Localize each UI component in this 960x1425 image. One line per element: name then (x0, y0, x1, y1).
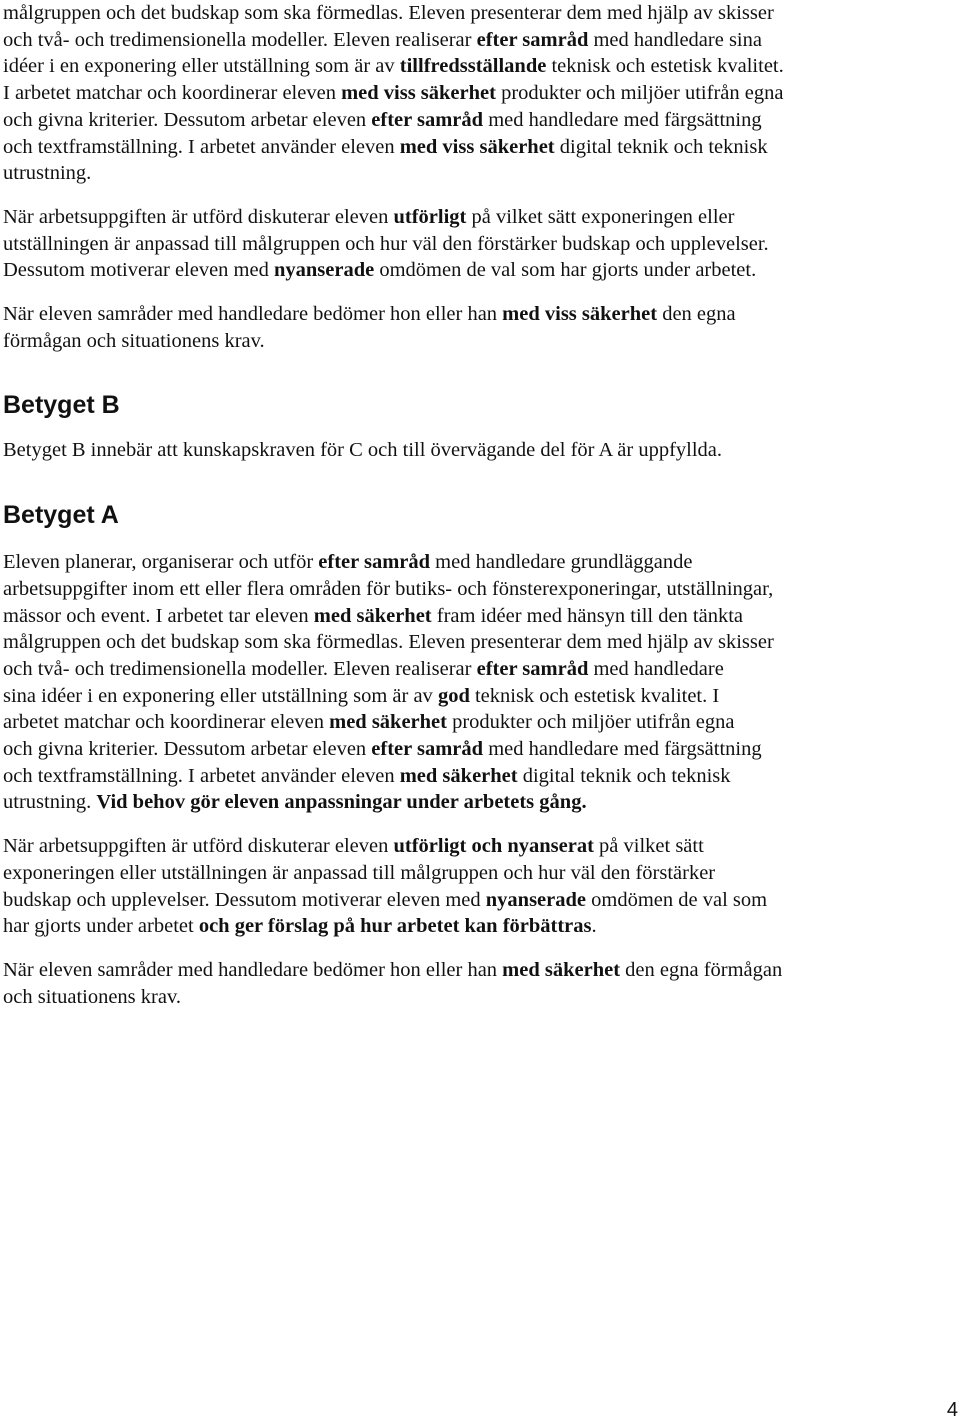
text-run: När eleven samråder med handledare bedömer hon eller han (3, 958, 503, 981)
text-run: på vilket sätt exponeringen eller utställningen är anpassad till målgruppen och hur väl den förstärker budskap och upplevelser. Dessutom motiverar eleven med (3, 205, 769, 282)
paragraph-a-grade-self-assessment (3, 957, 953, 1010)
text-run: fram idéer med hänsyn till den tänkta målgruppen och det budskap som ska förmedlas. Eleven presenterar dem med hjälp av skisser och två- och tredimensionella modeller. Eleven realiserar (3, 604, 774, 680)
emphasized-text: med säkerhet (502, 958, 621, 981)
section-spacer (3, 530, 953, 549)
emphasized-text: efter samråd (476, 657, 589, 680)
emphasized-text: med viss säkerhet (399, 135, 555, 158)
text-run: När arbetsuppgiften är utförd diskuterar eleven (3, 835, 394, 858)
text-run: produkter och miljöer utifrån egna och givna kriterier. Dessutom arbetar eleven (3, 82, 784, 131)
section-spacer (3, 420, 953, 437)
paragraph-c-grade-self-assessment (3, 301, 953, 354)
section-spacer (3, 354, 953, 390)
emphasized-text: efter samråd (476, 28, 589, 51)
emphasized-text: tillfredsställande (399, 55, 547, 78)
paragraph-b-grade-summary (3, 437, 953, 464)
text-run: med handledare med färgsättning och textframställning. I arbetet använder eleven (3, 738, 762, 787)
emphasized-text: och ger förslag på hur arbetet kan förbättras (198, 915, 592, 938)
text-run: digital teknik och teknisk utrustning. (3, 764, 731, 814)
text-run: När arbetsuppgiften är utförd diskuterar eleven (3, 205, 394, 228)
text-run: teknisk och estetisk kvalitet. I arbetet matchar och koordinerar eleven (3, 55, 784, 105)
paragraph-spacer (3, 940, 953, 957)
emphasized-text: nyanserade (485, 888, 586, 911)
text-run: den egna förmågan och situationens krav. (3, 303, 736, 352)
emphasized-text: med viss säkerhet (502, 303, 658, 326)
text-run: på vilket sätt exponeringen eller utställningen är anpassad till målgruppen och hur väl den förstärker budskap och upplevelser. Dessutom motiverar eleven med (3, 835, 716, 911)
text-run: produkter och miljöer utifrån egna och givna kriterier. Dessutom arbetar eleven (3, 711, 735, 761)
emphasized-text: god (437, 684, 470, 707)
emphasized-text: med säkerhet (329, 711, 447, 734)
emphasized-text: efter samråd (318, 551, 431, 574)
document-page (3, 0, 953, 1010)
emphasized-text: nyanserade (273, 259, 375, 282)
text-run: omdömen de val som har gjorts under arbetet (3, 888, 768, 938)
section-spacer (3, 464, 953, 500)
text-run: Betyget B innebär att kunskapskraven för C och till övervägande del för A är uppfyllda. (3, 439, 723, 462)
paragraph-c-grade-discussion (3, 204, 953, 284)
text-run: målgruppen och det budskap som ska förmedlas. Eleven presenterar dem med hjälp av skisser och två- och tredimensionella modeller. Eleven realiserar (3, 2, 774, 51)
text-run: den egna förmågan och situationens krav. (3, 958, 783, 1008)
paragraph-a-grade-discussion (3, 833, 953, 940)
text-run: omdömen de val som har gjorts under arbetet. (374, 259, 757, 282)
emphasized-text: efter samråd (371, 108, 484, 131)
emphasized-text: med säkerhet (399, 764, 518, 787)
text-run: När eleven samråder med handledare bedömer hon eller han (3, 303, 503, 326)
heading-betyget-a: Betyget A (3, 501, 119, 530)
text-run: med handledare med färgsättning och textframställning. I arbetet använder eleven (3, 108, 762, 158)
text-run: med handledare grundläggande arbetsuppgifter inom ett eller flera områden för butiks- och fönsterexponeringar, utställningar, mässor och event. I arbetet tar eleven (3, 551, 774, 627)
emphasized-text: med viss säkerhet (341, 82, 496, 105)
paragraph-spacer (3, 187, 953, 204)
heading-betyget-b: Betyget B (3, 391, 120, 420)
emphasized-text: utförligt och nyanserat (393, 835, 594, 858)
text-run: med handledare sina idéer i en exponering eller utställning som är av (3, 28, 762, 78)
text-run: Eleven planerar, organiserar och utför (3, 551, 319, 574)
emphasized-text: efter samråd (371, 738, 484, 761)
paragraph-c-grade-work-process (3, 0, 953, 187)
text-run: digital teknik och teknisk utrustning. (3, 135, 768, 185)
page-number: 4 (946, 1399, 958, 1421)
text-run: teknisk och estetisk kvalitet. I arbetet matchar och koordinerar eleven (3, 684, 720, 734)
paragraph-a-grade-work-process (3, 549, 953, 816)
paragraph-spacer (3, 284, 953, 301)
paragraph-spacer (3, 816, 953, 833)
emphasized-text: utförligt (393, 205, 467, 228)
emphasized-text: Vid behov gör eleven anpassningar under arbetets gång. (96, 791, 587, 814)
text-run: . (591, 915, 597, 938)
emphasized-text: med säkerhet (313, 604, 432, 627)
text-run: med handledare sina idéer i en exponering eller utställning som är av (3, 657, 724, 707)
